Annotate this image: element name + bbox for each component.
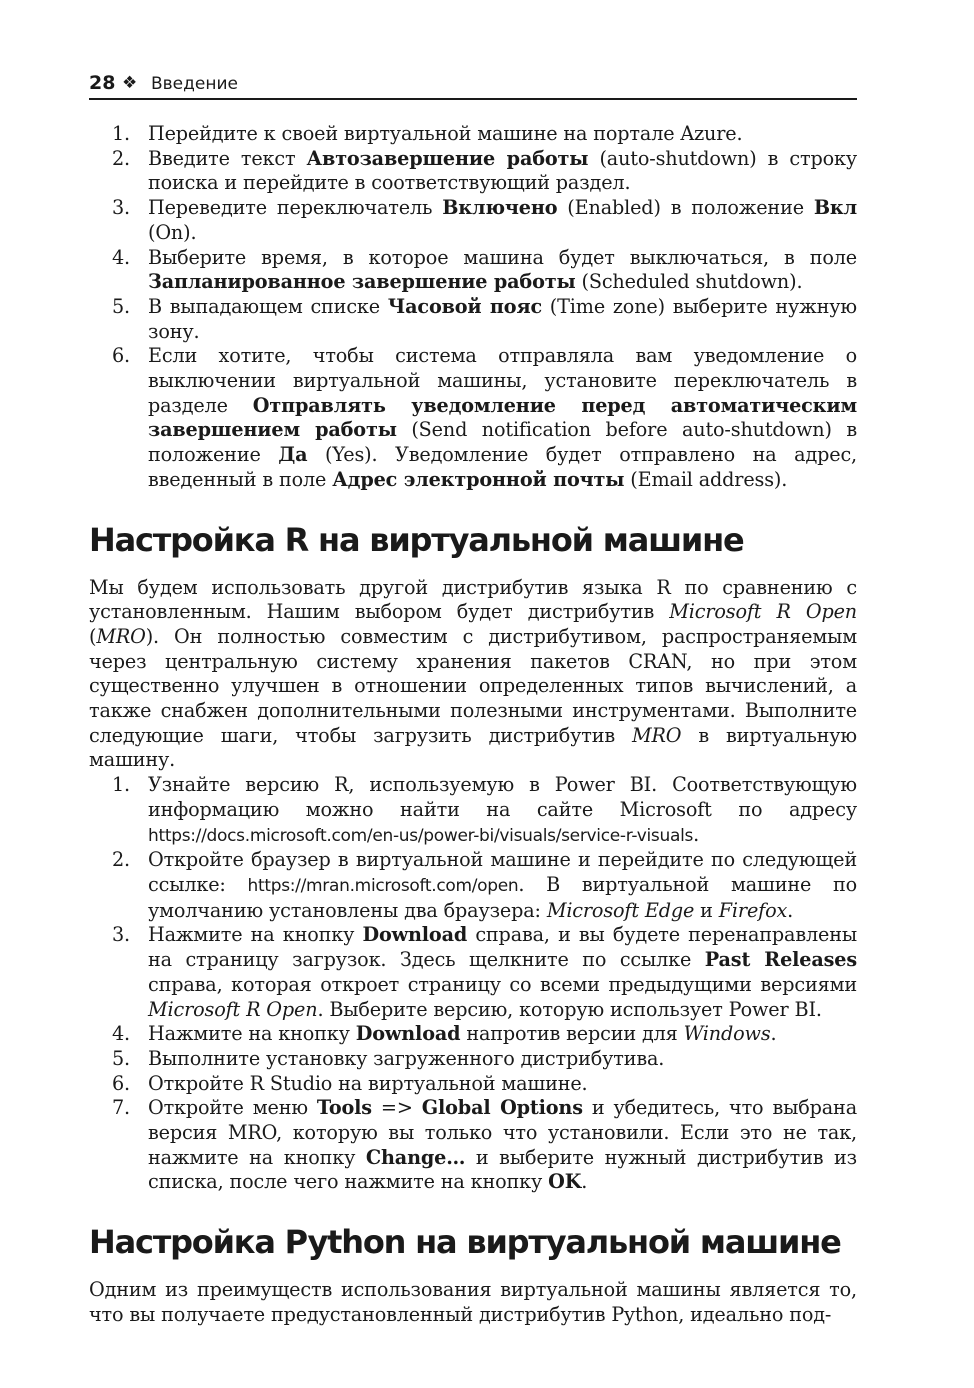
bold-term: Автозавершение работы: [306, 146, 589, 170]
italic-term: Microsoft R Open: [669, 600, 857, 624]
text-run: Откройте меню: [148, 1096, 317, 1120]
list-number: 5.: [112, 1046, 131, 1070]
bold-term: Включено: [442, 196, 558, 220]
text-run: Откройте браузер в виртуальной машине и перейдите по следующей ссылке:: [148, 848, 857, 896]
bold-term: Past Releases: [704, 948, 857, 972]
text-run: Перейдите к своей виртуальной машине на портале Azure.: [148, 122, 743, 145]
bold-term: Запланированное завершение работы: [148, 270, 576, 294]
bold-term: Да: [278, 443, 308, 467]
list-number: 3.: [112, 196, 131, 220]
text-run: Выполните установку загруженного дистрибутива.: [148, 1046, 665, 1070]
text-run: (On).: [148, 220, 197, 244]
text-run: Выберите время, в которое машина будет выключаться, в поле: [148, 245, 857, 269]
text-run: =>: [371, 1096, 422, 1120]
text-run: Переведите переключатель: [148, 196, 443, 220]
text-run: (auto-shutdown) в строку поиска и перейдите в соответствующий раздел.: [148, 146, 857, 195]
list-item: [89, 344, 857, 492]
text-run: (Send notification before auto-shutdown) в положение: [148, 418, 857, 467]
text-run: Введите текст: [148, 146, 307, 170]
italic-term: Firefox: [718, 898, 788, 922]
list-number: 6.: [112, 344, 131, 368]
text-run: (Enabled) в положение: [557, 196, 814, 220]
bold-term: Адрес электронной почты: [332, 467, 625, 491]
text-run: Нажмите на кнопку: [148, 923, 363, 947]
list-number: 6.: [112, 1071, 131, 1095]
page-number: 28: [89, 72, 116, 94]
text-run: Одним из преимуществ использования виртуальной машины является то, что вы получаете предустановленный дистрибутив Python, идеально под-: [89, 1278, 857, 1326]
list-number: 7.: [112, 1096, 131, 1120]
text-run: (Time zone) выберите нужную зону.: [148, 294, 857, 343]
text-run: .: [693, 822, 700, 846]
bold-term: Download: [362, 923, 468, 947]
text-run: в виртуальную машину.: [89, 723, 857, 772]
bold-term: Отправлять уведомление перед автоматическим завершением работы: [148, 393, 857, 442]
list-item: [89, 848, 857, 923]
list-item: [89, 122, 857, 147]
paragraph-r-intro: [89, 576, 857, 774]
list-number: 4.: [112, 1022, 131, 1046]
text-run: и: [694, 898, 719, 922]
ornament-icon: ❖: [122, 73, 138, 93]
bold-term: Вкл: [813, 196, 857, 220]
text-run: и убедитесь, что выбрана версия MRO, которую вы только что установили. Если это не так, нажмите на кнопку: [148, 1096, 857, 1169]
list-number: 3.: [112, 923, 131, 947]
mro-install-steps: [89, 773, 857, 1195]
list-item: [89, 773, 857, 848]
text-run: напротив версии для: [460, 1022, 684, 1046]
text-run: (Email address).: [624, 467, 788, 491]
bold-term: OK: [548, 1170, 582, 1194]
list-item: [89, 1096, 857, 1195]
list-item: [89, 246, 857, 295]
list-number: 1.: [112, 773, 131, 797]
text-run: Если хотите, чтобы система отправляла вам уведомление о выключении виртуальной машины, установите переключатель в разделе: [148, 344, 857, 417]
text-run: . Выберите версию, которую использует Power BI.: [317, 997, 822, 1021]
text-run: .: [581, 1170, 588, 1194]
text-run: ). Он полностью совместим с дистрибутивом, распространяемым через центральную систему хранения пакетов CRAN, но при этом существенно улучшен в отношении определенных типов вычислений, а также снабжен дополнительными полезными инструментами. Выполните следующие шаги, чтобы загрузить дистрибутив: [89, 624, 857, 747]
text-run: (Scheduled shutdown).: [575, 270, 803, 294]
running-head: [89, 70, 857, 100]
text-run: В выпадающем списке: [148, 294, 388, 318]
list-number: 2.: [112, 146, 131, 170]
section-title: Введение: [151, 74, 238, 94]
list-item: [89, 1047, 857, 1072]
bold-term: Change…: [365, 1145, 466, 1169]
auto-shutdown-steps: [89, 122, 857, 493]
list-item: [89, 1072, 857, 1097]
text-run: Мы будем использовать другой дистрибутив языка R по сравнению с установленным. Нашим выбором будет дистрибутив: [89, 575, 857, 624]
text-run: Узнайте версию R, используемую в Power BI. Соответствующую информацию можно найти на сайте Microsoft по адресу: [148, 773, 857, 821]
heading-r-setup: Настройка R на виртуальной машине: [89, 520, 744, 559]
italic-term: Microsoft Edge: [546, 898, 695, 922]
list-number: 2.: [112, 848, 131, 872]
italic-term: Microsoft R Open: [148, 997, 318, 1021]
italic-term: Windows: [683, 1022, 771, 1046]
list-item: [89, 923, 857, 1022]
bold-term: Tools: [316, 1096, 372, 1120]
text-run: и выберите нужный дистрибутив из списка, после чего нажмите на кнопку: [148, 1145, 857, 1194]
list-number: 1.: [112, 122, 131, 145]
url-text: https://docs.microsoft.com/en-us/power-bi/visuals/service-r-visuals: [148, 825, 694, 846]
list-item: [89, 1022, 857, 1047]
italic-term: MRO: [632, 723, 682, 747]
bold-term: Download: [355, 1022, 461, 1046]
text-run: (: [89, 624, 97, 648]
paragraph-python-intro: [89, 1278, 857, 1327]
bold-term: Global Options: [421, 1096, 583, 1120]
bold-term: Часовой пояс: [387, 294, 542, 318]
list-item: [89, 147, 857, 196]
text-run: . В виртуальной машине по умолчанию установлены два браузера:: [148, 872, 857, 922]
text-run: справа, которая откроет страницу со всеми предыдущими версиями: [148, 972, 857, 996]
text-run: Откройте R Studio на виртуальной машине.: [148, 1071, 588, 1095]
text-run: справа, и вы будете перенаправлены на страницу загрузок. Здесь щелкните по ссылке: [148, 923, 857, 972]
page-content: [89, 122, 857, 1328]
list-number: 4.: [112, 245, 131, 269]
italic-term: MRO: [96, 624, 146, 648]
text-run: Нажмите на кнопку: [148, 1022, 356, 1046]
url-text: https://mran.microsoft.com/open: [247, 875, 519, 896]
heading-python-setup: Настройка Python на виртуальной машине: [89, 1223, 841, 1262]
list-item: [89, 295, 857, 344]
list-item: [89, 196, 857, 245]
text-run: (Yes). Уведомление будет отправлено на адрес, введенный в поле: [148, 443, 857, 491]
text-run: .: [787, 898, 794, 922]
list-number: 5.: [112, 294, 131, 318]
text-run: .: [770, 1022, 777, 1046]
